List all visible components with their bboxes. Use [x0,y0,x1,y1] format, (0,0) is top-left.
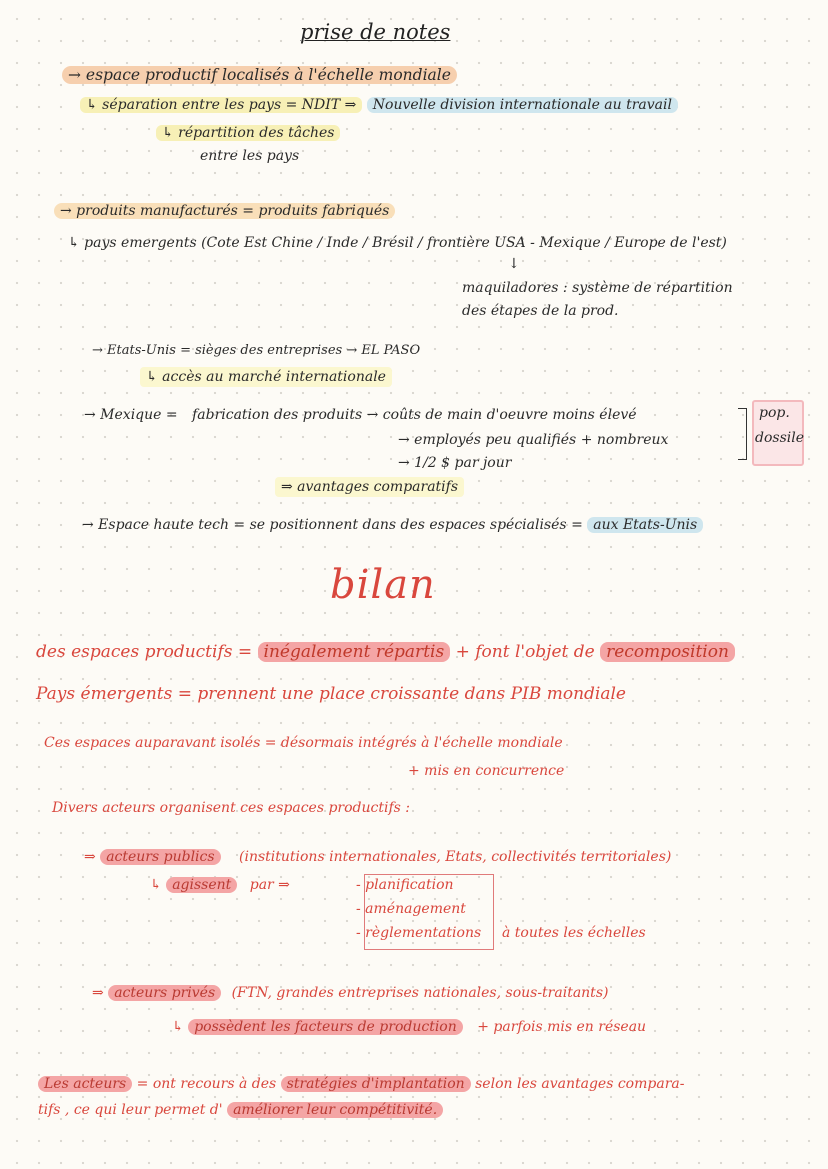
note-line: + mis en concurrence [408,763,565,779]
note-text: (institutions internationales, Etats, collectivités territoriales) [239,849,672,865]
highlighted-text: recomposition [600,642,735,662]
highlighted-text: aux Etats-Unis [587,517,703,533]
note-line [84,407,637,423]
note-text: par ⇒ [249,877,290,893]
bracket [738,408,747,460]
note-line [62,66,457,84]
note-line [275,479,464,495]
highlighted-text: ↳ répartition des tâches [156,125,340,141]
highlighted-text: Nouvelle division internationale au travail [367,97,678,113]
note-line [82,517,703,533]
list-item: - aménagement [356,901,466,917]
note-line: → 1/2 $ par jour [398,455,512,471]
page-title: prise de notes [300,20,451,44]
note-line: entre les pays [200,148,300,164]
highlighted-text: agissent [166,877,237,893]
note-text: ⇒ [84,849,96,865]
highlighted-text: stratégies d'implantation [281,1076,471,1092]
note-text: (FTN, grandes entreprises nationales, sous-traitants) [231,985,609,1001]
highlighted-text: acteurs publics [100,849,220,865]
note-line: des étapes de la prod. [462,303,619,319]
note-line: → employés peu qualifiés + nombreux [398,432,669,448]
note-text: ↳ [172,1019,184,1035]
note-line: → Etats-Unis = sièges des entreprises → EL PASO [92,343,421,358]
list-item: - planification [356,877,454,893]
highlighted-text: → espace productif localisés à l'échelle mondiale [62,66,457,84]
highlighted-text: acteurs privés [108,985,221,1001]
note-line [80,97,678,113]
highlighted-text: inégalement répartis [258,642,451,662]
note-line [54,203,395,219]
note-line [172,1019,646,1035]
note-text: → Espace haute tech = se positionnent dans des espaces spécialisés = [82,517,583,533]
highlighted-text: ⇒ avantages comparatifs [275,477,464,497]
note-text: tifs , ce qui leur permet d' [38,1102,223,1118]
note-line [38,1076,684,1092]
mexique-label: → Mexique = [84,407,178,423]
note-line [156,125,340,141]
note-line [36,642,735,662]
note-line: Ces espaces auparavant isolés = désormais intégrés à l'échelle mondiale [44,735,563,751]
mexique-text: fabrication des produits → coûts de main d'oeuvre moins élevé [192,407,637,423]
note-text: = ont recours à des [136,1076,277,1092]
highlighted-text: → produits manufacturés = produits fabriqués [54,203,395,219]
note-line [38,1102,443,1118]
highlighted-text: ↳ séparation entre les pays = NDIT ⇒ [80,97,362,113]
highlighted-text: Les acteurs [38,1076,132,1092]
note-text: selon les avantages compara- [475,1076,685,1092]
highlighted-text: améliorer leur compétitivité. [227,1102,443,1118]
note-line: à toutes les échelles [502,925,646,941]
note-line: maquiladores : système de répartition [462,280,733,296]
note-line [140,369,392,385]
note-line: Pays émergents = prennent une place croissante dans PIB mondiale [36,684,626,704]
note-text: des espaces productifs = [36,642,253,662]
arrow-down: ↓ [508,256,520,272]
note-line [150,877,290,893]
note-text: + parfois mis en réseau [477,1019,647,1035]
note-text: + font l'objet de [455,642,595,662]
note-label: dossile [755,430,804,446]
note-line: Divers acteurs organisent ces espaces productifs : [52,800,410,816]
note-line [92,985,608,1001]
note-text: ⇒ [92,985,104,1001]
highlighted-text: possèdent les facteurs de production [188,1019,463,1035]
note-label: pop. [759,405,790,421]
note-text: ↳ [150,877,162,893]
list-item: - règlementations [356,925,482,941]
note-line [84,849,671,865]
highlighted-text: ↳ accès au marché internationale [140,367,392,387]
note-line: ↳ pays emergents (Cote Est Chine / Inde / Brésil / frontière USA - Mexique / Europe de l'est) [68,235,727,251]
bilan-heading: bilan [330,562,436,608]
